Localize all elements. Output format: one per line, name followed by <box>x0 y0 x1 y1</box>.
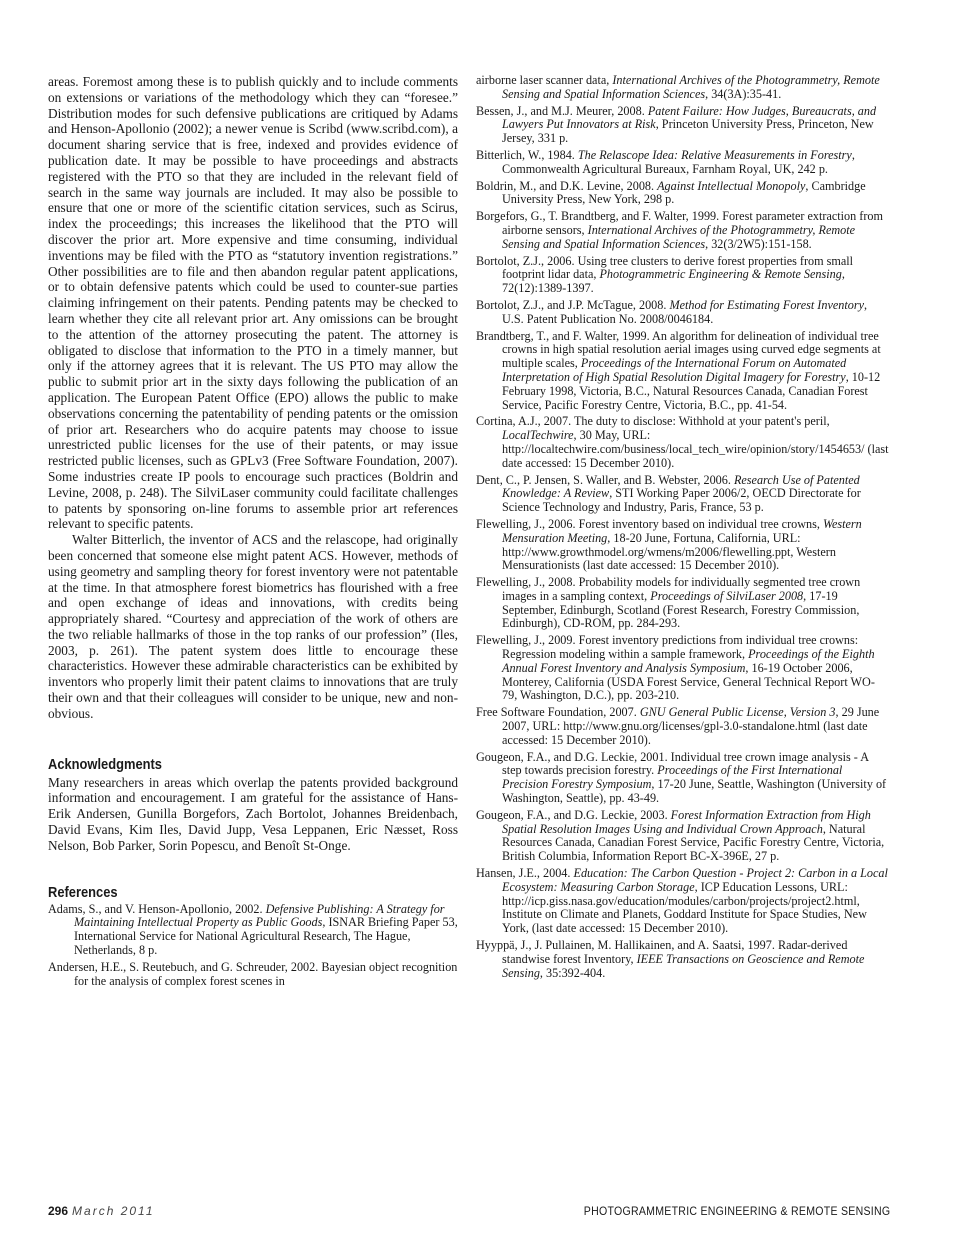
reference-entry <box>476 634 890 703</box>
reference-title: Patent Failure: How Judges, Bureaucrats, and Lawyers Put Innovators at Risk <box>502 103 877 132</box>
reference-title: Forest Information Extraction from High Spatial Resolution Images Using and Individual Crown Approach <box>502 807 871 836</box>
reference-authors: Hyyppä, J., J. Pullainen, M. Hallikainen, and A. Saatsi, 1997. Radar-derived standwise forest Inventory, <box>476 938 848 966</box>
reference-entry <box>48 961 458 989</box>
reference-authors: Brandtberg, T., and F. Walter, 1999. An algorithm for delineation of individual tree crowns in high spatial resolution aerial images using curved edge segments at multiple scales, <box>476 328 881 371</box>
journal-name: PHOTOGRAMMETRIC ENGINEERING & REMOTE SENSING <box>583 1204 890 1218</box>
reference-title: GNU General Public License, Version 3 <box>639 705 836 720</box>
reference-authors: Adams, S., and V. Henson-Apollonio, 2002. <box>48 901 266 916</box>
reference-authors: Bortolot, Z.J., 2006. Using tree clusters to derive forest properties from small footprint lidar data, <box>476 253 854 282</box>
reference-entry <box>476 939 890 980</box>
reference-entry <box>476 255 890 296</box>
issue-date: March 2011 <box>72 1204 155 1218</box>
reference-title: The Relascope Idea: Relative Measurements in Forestry <box>577 147 852 162</box>
reference-entry <box>476 474 890 515</box>
reference-title: Proceedings of SilviLaser 2008 <box>650 588 804 603</box>
reference-title: Against Intellectual Monopoly <box>657 178 806 193</box>
reference-entry <box>476 751 890 806</box>
reference-title: IEEE Transactions on Geoscience and Remote Sensing <box>502 951 865 980</box>
reference-entry <box>476 576 890 631</box>
reference-entry <box>476 415 890 470</box>
acknowledgments-text: Many researchers in areas which overlap the patents provided background information and encouragement. I am grateful for the assistance of Hans-Erik Andersen, Gunilla Borgefors, Zach Bortolot, Johannes Breidenbach, David Evans, Kim Iles, David Jupp, Vesa Leppanen, Eric Næsset, Ross Nelson, Bob Parker, Sorin Popescu, and Benoît St-Onge. <box>48 774 458 853</box>
reference-details: , 34(3A):35-41. <box>705 86 782 101</box>
reference-details: , 17-20 June, Seattle, Washington (University of Washington, Seattle), pp. 43-49. <box>502 777 887 806</box>
reference-details: , Princeton University Press, Princeton, New Jersey, 331 p. <box>502 117 874 146</box>
reference-title: Method for Estimating Forest Inventory <box>669 297 864 312</box>
references-list-left <box>48 903 458 989</box>
reference-entry <box>476 706 890 747</box>
reference-entry <box>476 74 890 102</box>
reference-details: , 30 May, URL: http://localtechwire.com/business/local_tech_wire/opinion/story/1454653/ (last date accessed: 15 December 2010). <box>502 428 889 470</box>
reference-details: , 17-19 September, Edinburgh, Scotland (Forest Research, Forestry Commission, Edinburgh), CD-ROM, pp. 284-293. <box>502 588 860 631</box>
reference-details: , 10-12 February 1998, Victoria, B.C., Natural Resources Canada, Canadian Forest Service, Pacific Forestry Centre, Victoria, B.C., pp. 41-54. <box>502 369 881 412</box>
reference-authors: Gougeon, F.A., and D.G. Leckie, 2001. Individual tree crown image analysis - A step towards precision forestry. <box>476 749 869 778</box>
reference-authors: airborne laser scanner data, <box>476 73 613 87</box>
reference-title: Photogrammetric Engineering & Remote Sensing <box>599 267 842 282</box>
body-paragraph-2: Walter Bitterlich, the inventor of ACS and the relascope, had originally been concerned that someone else might patent ACS. However, methods of using geometry and sampling theory for forest inventory were not patentable at the time. In that atmosphere forest biometrics has flourished with a free and open exchange of ideas and innovations, with credits being appropriately shared. “Courtesy and appreciation of the work of others are the two reliable hallmarks of those in the top ranks of our profession” (Iles, 2003, p. 261). The patent system does little to encourage these characteristics. However these admirable characteristics can be exhibited by inventors who properly limit their patent claims to innovations that are truly their own and that their colleagues will consider to be unique, new and non-obvious. <box>48 532 458 721</box>
reference-authors: Bessen, J., and M.J. Meurer, 2008. <box>476 103 648 118</box>
body-paragraph-1: areas. Foremost among these is to publish quickly and to include comments on extensions or variations of the methodology which they can “foresee.” Distribution modes for such defensive publications are critiqued by Adams and Henson-Apollonio (2002); a newer venue is Scribd (www.scribd.com), a document sharing service that is free, indexed and provides evidence of publication date. It may be possible to have proceedings and abstracts registered with the PTO so that they are included in the relevant field of search in the same way journals are included. It may also be possible to ensure that one or more of the scientific citation services, such as Scirus, index the proceedings; this increases the likelihood that the PTO will discover the prior art. More expensive and time consuming, individual inventions may be filed with the PTO as “statutory invention registrations.” Other possibilities are to file and then abandon regular patent applications, or to obtain defensive patents which could be used to counter-sue parties claiming infringement on their patents. Pending patents may be checked to learn whether they cite all relevant prior art. Any omissions can be brought to the attention of the attorney prosecuting the patent. The attorney is obligated to disclose that information to the PTO in a timely manner, but only if the attorney agrees that it is relevant. The US PTO may allow the public to submit prior art in the sixty days following the publication of an application. The European Patent Office (EPO) allows the public to make observations concerning the patentability of pending patents or the omission of prior art. Researchers who do acquire patents may choose to issue unrestricted public licenses for the use of their patents, or may issue restricted public licenses, such as GPLv3 (Free Software Foundation, 2007). Some industries create IP pools to encourage such practices (Boldrin and Levine, 2008, p. 248). The SilviLaser community could facilitate challenges to patents by sponsoring on-line forums to assemble prior art references relevant to specific patents. <box>48 74 458 532</box>
reference-details: , ICP Education Lessons, URL: http://icp.giss.nasa.gov/education/modules/carbon/projects/project2.html, Institute on Climate and Planets, Goddard Institute for Space Studies, New York, (last date accessed: 15 December 2010). <box>502 879 867 936</box>
reference-title: Education: The Carbon Question - Project 2: Carbon in a Local Ecosystem: Measuring Carbon Storage <box>502 866 888 894</box>
reference-title: International Archives of the Photogrammetry, Remote Sensing and Spatial Information Sciences <box>502 73 880 101</box>
reference-title: Defensive Publishing: A Strategy for Maintaining Intellectual Property as Public Goods <box>74 901 445 930</box>
page-number: 296 <box>48 1204 69 1218</box>
reference-title: Research Use of Patented Knowledge: A Review <box>502 472 860 501</box>
reference-details: , STI Working Paper 2006/2, OECD Directorate for Science Technology and Industry, Paris, France, 53 p. <box>502 486 861 515</box>
reference-entry <box>48 903 458 958</box>
right-column <box>476 74 890 983</box>
reference-details: , U.S. Patent Publication No. 2008/0046184. <box>502 297 868 326</box>
reference-authors: Hansen, J.E., 2004. <box>476 866 574 881</box>
reference-title: LocalTechwire <box>502 428 574 443</box>
reference-entry <box>476 180 890 208</box>
reference-authors: Flewelling, J., 2009. Forest inventory predictions from individual tree crowns: Regression modeling within a sample framework, <box>476 633 859 662</box>
reference-entry <box>476 330 890 413</box>
reference-entry <box>476 299 890 327</box>
reference-details: , Natural Resources Canada, Canadian Forest Service, Pacific Forestry Centre, Victoria, British Columbia, Information Report BC-X-396E, 27 p. <box>502 821 885 864</box>
reference-entry <box>476 210 890 251</box>
reference-details: , Commonwealth Agricultural Bureaux, Farnham Royal, UK, 242 p. <box>502 147 855 176</box>
reference-entry <box>476 809 890 864</box>
reference-authors: Bitterlich, W., 1984. <box>476 147 578 162</box>
references-list-right <box>476 74 890 980</box>
footer-left <box>48 1204 155 1218</box>
reference-title: Proceedings of the Eighth Annual Forest Inventory and Analysis Symposium <box>502 647 875 675</box>
reference-authors: Bortolot, Z.J., and J.P. McTague, 2008. <box>476 297 670 312</box>
left-column <box>48 74 458 991</box>
reference-details: , 16-19 October 2006, Monterey, California (USDA Forest Service, General Technical Report WO-79, Washington, D.C.), pp. 203-210. <box>502 660 875 703</box>
reference-authors: Andersen, H.E., S. Reutebuch, and G. Schreuder, 2002. Bayesian object recognition for the analysis of complex forest scenes in <box>48 959 458 988</box>
reference-details: , 72(12):1389-1397. <box>502 267 845 296</box>
reference-details: , Cambridge University Press, New York, 298 p. <box>502 178 866 207</box>
reference-title: Western Mensuration Meeting <box>502 516 862 545</box>
reference-entry <box>476 867 890 936</box>
reference-details: , 32(3/2W5):151-158. <box>705 236 812 251</box>
reference-details: , ISNAR Briefing Paper 53, International Service for National Agricultural Research, The Hague, Netherlands, 8 p. <box>74 915 458 958</box>
reference-authors: Free Software Foundation, 2007. <box>476 705 640 720</box>
reference-title: International Archives of the Photogrammetry, Remote Sensing and Spatial Information Sciences <box>502 222 856 251</box>
reference-authors: Borgefors, G., T. Brandtberg, and F. Walter, 1999. Forest parameter extraction from airborne sensors, <box>476 209 883 237</box>
reference-authors: Cortina, A.J., 2007. The duty to disclose: Withhold at your patent's peril, <box>476 414 830 429</box>
reference-entry <box>476 518 890 573</box>
references-heading: References <box>48 883 118 901</box>
reference-details: , 35:392-404. <box>539 965 606 980</box>
reference-title: Proceedings of the International Forum on Automated Interpretation of High Spatial Resolution Digital Imagery for Forestry <box>502 356 847 384</box>
reference-authors: Flewelling, J., 2006. Forest inventory based on individual tree crowns, <box>476 516 823 531</box>
reference-authors: Flewelling, J., 2008. Probability models for individually segmented tree crown images in a sampling context, <box>476 575 861 603</box>
acknowledgments-heading: Acknowledgments <box>48 755 162 773</box>
reference-details: , 18-20 June, Fortuna, California, URL: http://www.growthmodel.org/wmens/m2006/flewelling.ppt, Western Mensurationists (last date accessed: 15 December 2010). <box>502 530 836 573</box>
reference-authors: Dent, C., P. Jensen, S. Waller, and B. Webster, 2006. <box>476 472 734 487</box>
reference-authors: Gougeon, F.A., and D.G. Leckie, 2003. <box>476 807 671 822</box>
reference-entry <box>476 105 890 146</box>
reference-details: , 29 June 2007, URL: http://www.gnu.org/licenses/gpl-3.0-standalone.html (last date accessed: 15 December 2010). <box>502 705 880 747</box>
reference-authors: Boldrin, M., and D.K. Levine, 2008. <box>476 178 658 193</box>
reference-title: Proceedings of the First International Precision Forestry Symposium <box>502 763 843 792</box>
reference-entry <box>476 149 890 177</box>
